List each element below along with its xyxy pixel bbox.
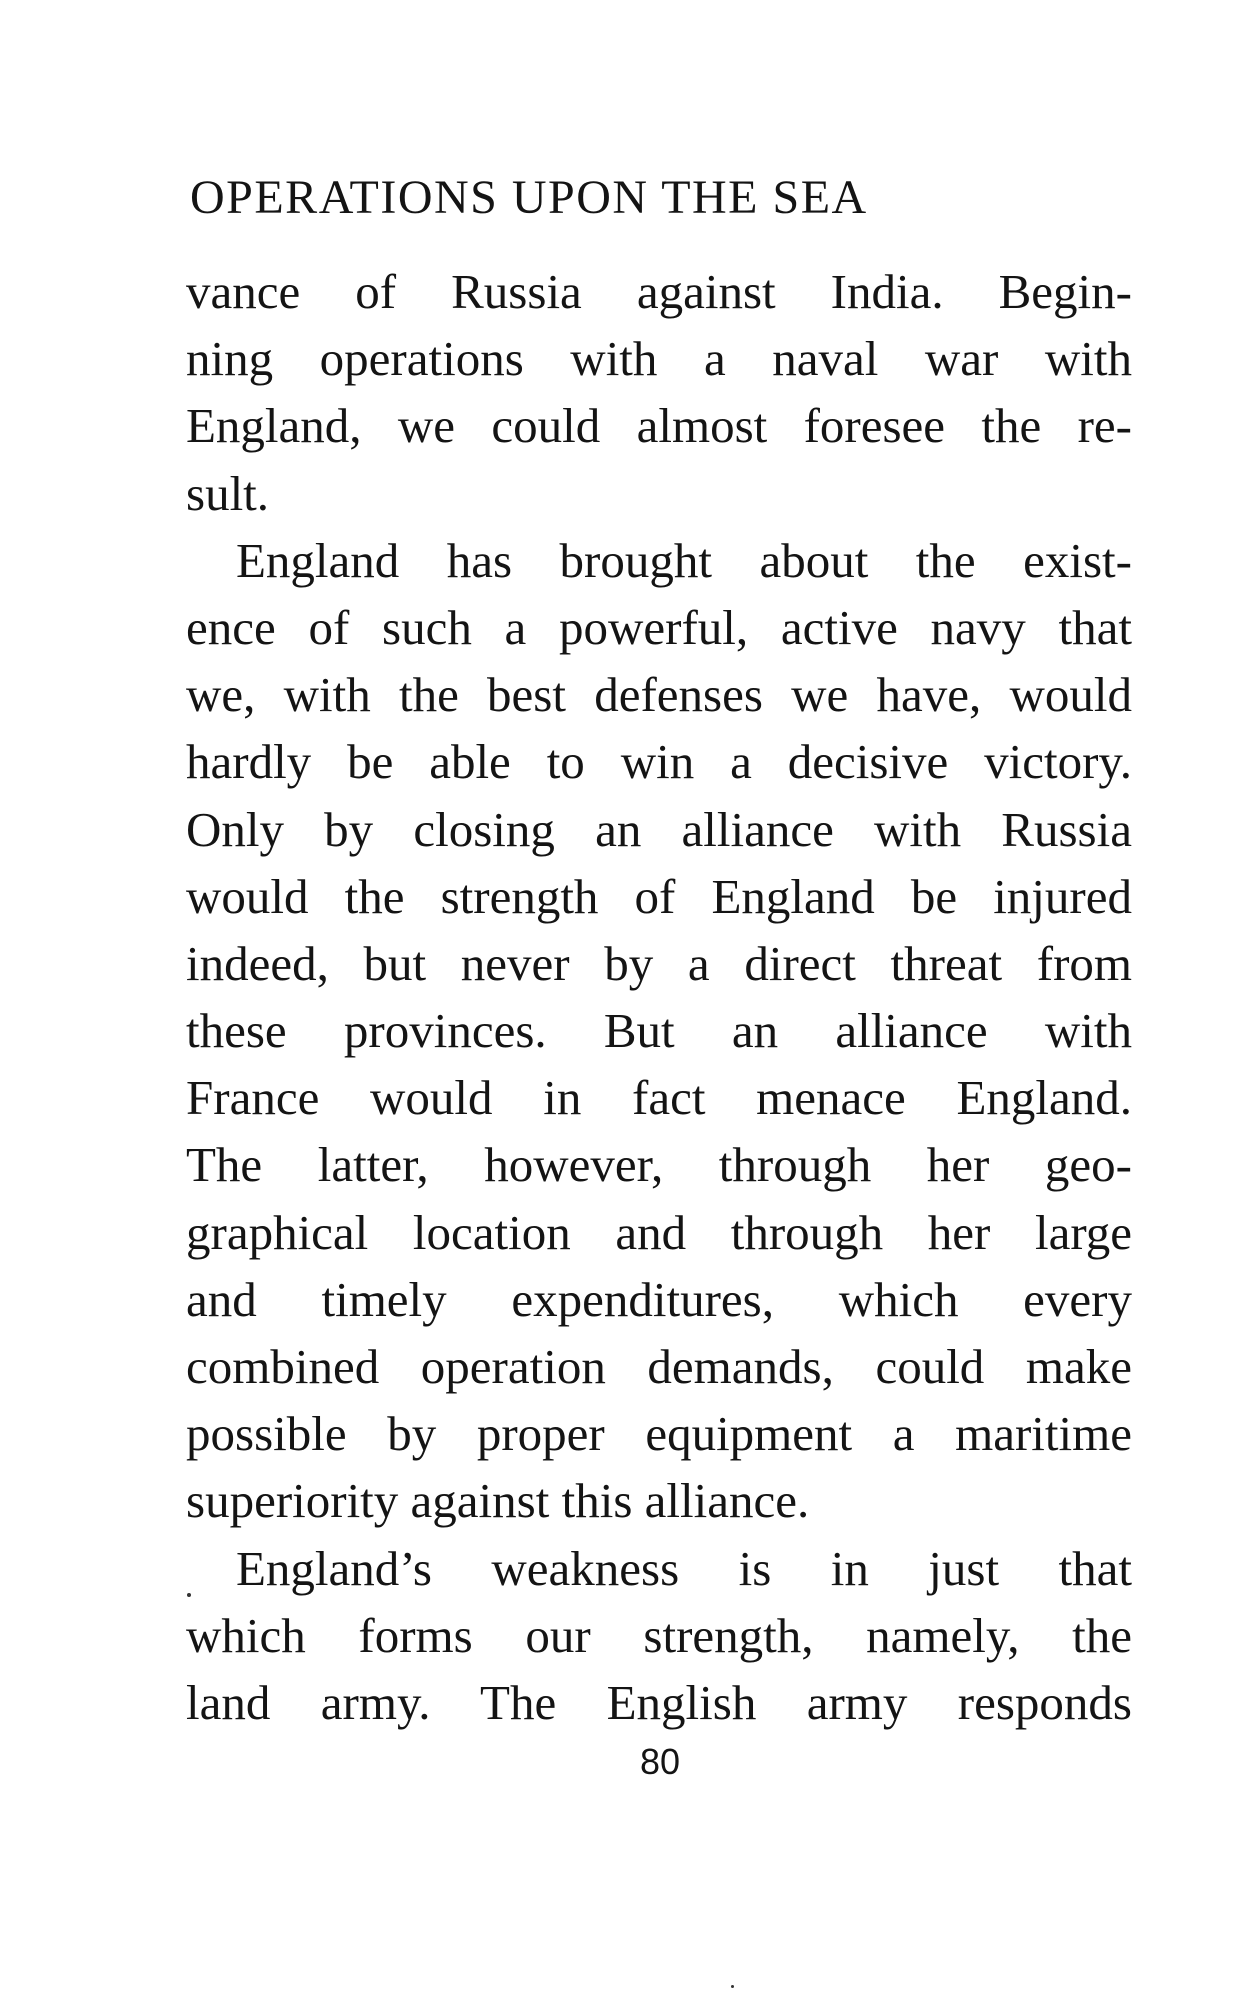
paragraph-3 <box>186 1535 1132 1737</box>
text-line: The latter, however, through her geo- <box>186 1137 1132 1193</box>
text-line: which forms our strength, namely, the <box>186 1607 1132 1663</box>
text-line: superiority against this alliance. <box>186 1473 810 1529</box>
text-line: England’s weakness is in just that <box>236 1540 1132 1596</box>
paragraph-2 <box>186 527 1132 1535</box>
body-text <box>186 258 1132 1736</box>
text-line: indeed, but never by a direct threat from <box>186 935 1132 991</box>
text-line: possible by proper equipment a maritime <box>186 1406 1132 1462</box>
page-number: 80 <box>639 1741 681 1782</box>
text-line: combined operation demands, could make <box>186 1339 1132 1394</box>
text-line: England, we could almost foresee the re- <box>186 398 1132 454</box>
text-line: ence of such a powerful, active navy that <box>186 599 1132 655</box>
text-line: Only by closing an alliance with Russia <box>186 801 1132 857</box>
text-line: these provinces. But an alliance with <box>186 1003 1132 1059</box>
scan-speck <box>187 1593 191 1597</box>
text-line: would the strength of England be injured <box>186 868 1132 924</box>
text-line: graphical location and through her large <box>186 1204 1132 1260</box>
text-line: ning operations with a naval war with <box>186 331 1132 387</box>
text-line: hardly be able to win a decisive victory. <box>186 734 1132 790</box>
scan-speck <box>731 1985 734 1988</box>
paragraph-1 <box>186 258 1132 527</box>
text-line: vance of Russia against India. Begin- <box>186 264 1132 319</box>
running-head: OPERATIONS UPON THE SEA <box>190 171 868 224</box>
text-line: France would in fact menace England. <box>186 1070 1132 1126</box>
text-line: we, with the best defenses we have, would <box>186 667 1132 723</box>
text-line: and timely expenditures, which every <box>186 1271 1132 1327</box>
text-line: sult. <box>186 465 270 521</box>
text-line: England has brought about the exist- <box>236 532 1132 588</box>
text-line: land army. The English army responds <box>186 1674 1132 1730</box>
